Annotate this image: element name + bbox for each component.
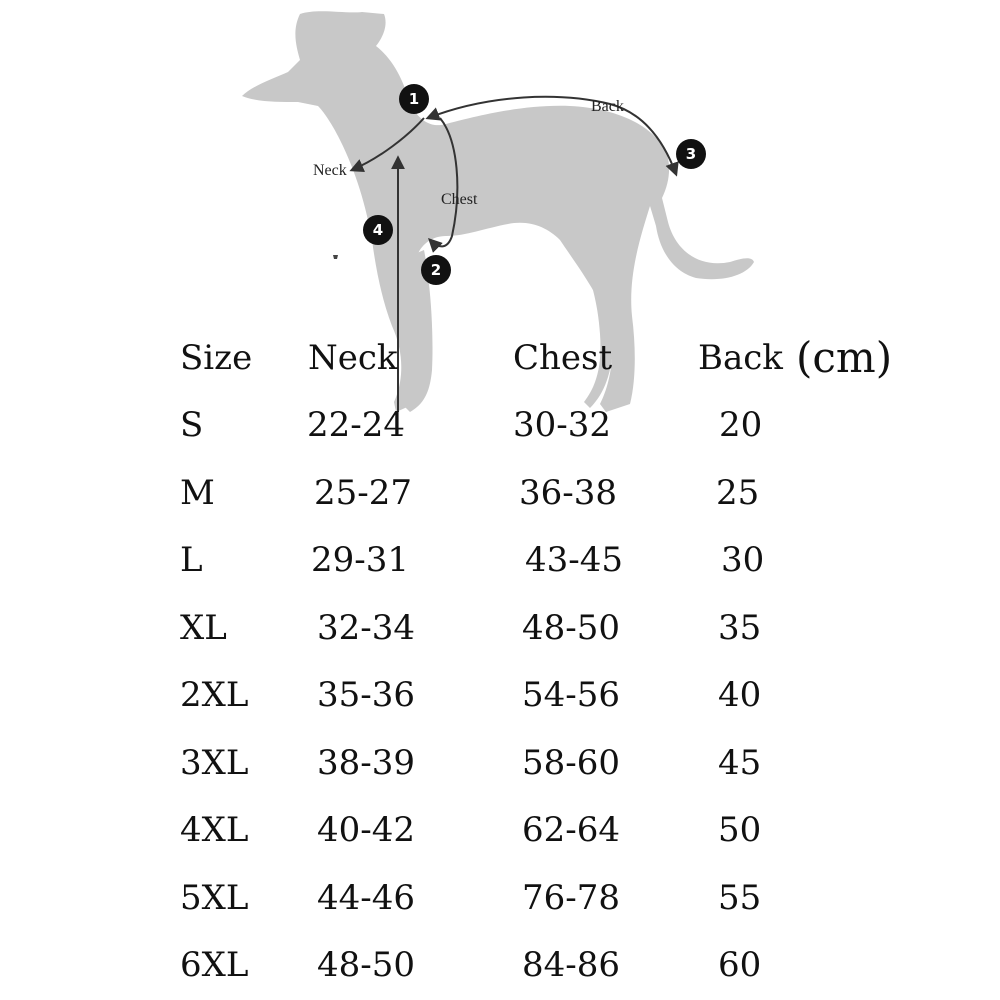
size-cell: 5XL <box>180 878 249 918</box>
marker-3-badge <box>676 139 706 169</box>
chest-cell: 30-32 <box>513 405 612 445</box>
chest-cell: 84-86 <box>522 945 621 985</box>
marker-1-badge <box>399 84 429 114</box>
size-cell: M <box>180 473 215 513</box>
size-cell: XL <box>180 608 227 648</box>
header-back: Back <box>698 338 783 378</box>
back-label: Back <box>591 98 624 115</box>
back-cell: 50 <box>718 810 762 850</box>
size-cell: 4XL <box>180 810 249 850</box>
size-cell: 3XL <box>180 743 249 783</box>
chest-cell: 58-60 <box>522 743 621 783</box>
back-cell: 20 <box>719 405 763 445</box>
size-cell: 2XL <box>180 675 249 715</box>
neck-cell: 22-24 <box>307 405 406 445</box>
neck-cell: 35-36 <box>317 675 416 715</box>
header-size: Size <box>180 338 253 378</box>
size-cell: S <box>180 405 204 445</box>
marker-2-number: 2 <box>430 261 442 279</box>
back-cell: 35 <box>718 608 762 648</box>
chest-cell: 76-78 <box>522 878 621 918</box>
marker-4-number: 4 <box>372 221 384 239</box>
chest-cell: 43-45 <box>525 540 624 580</box>
marker-1-number: 1 <box>408 90 420 108</box>
neck-cell: 40-42 <box>317 810 416 850</box>
header-neck: Neck <box>308 338 398 378</box>
neck-cell: 44-46 <box>317 878 416 918</box>
chest-label: Chest <box>441 191 478 208</box>
chest-cell: 62-64 <box>522 810 621 850</box>
back-cell: 40 <box>718 675 762 715</box>
header-chest: Chest <box>513 338 613 378</box>
marker-3-number: 3 <box>685 145 697 163</box>
back-cell: 25 <box>716 473 760 513</box>
size-cell: L <box>180 540 203 580</box>
size-cell: 6XL <box>180 945 249 985</box>
header-unit: (cm) <box>796 333 893 382</box>
chest-cell: 48-50 <box>522 608 621 648</box>
neck-cell: 32-34 <box>317 608 416 648</box>
back-cell: 55 <box>718 878 762 918</box>
back-cell: 60 <box>718 945 762 985</box>
back-cell: 30 <box>721 540 765 580</box>
back-cell: 45 <box>718 743 762 783</box>
neck-cell: 29-31 <box>311 540 410 580</box>
marker-2-badge <box>421 255 451 285</box>
neck-cell: 25-27 <box>314 473 413 513</box>
marker-4-badge <box>363 215 393 245</box>
chest-cell: 36-38 <box>519 473 618 513</box>
neck-cell: 48-50 <box>317 945 416 985</box>
neck-cell: 38-39 <box>317 743 416 783</box>
neck-label: Neck <box>313 162 347 179</box>
chest-cell: 54-56 <box>522 675 621 715</box>
